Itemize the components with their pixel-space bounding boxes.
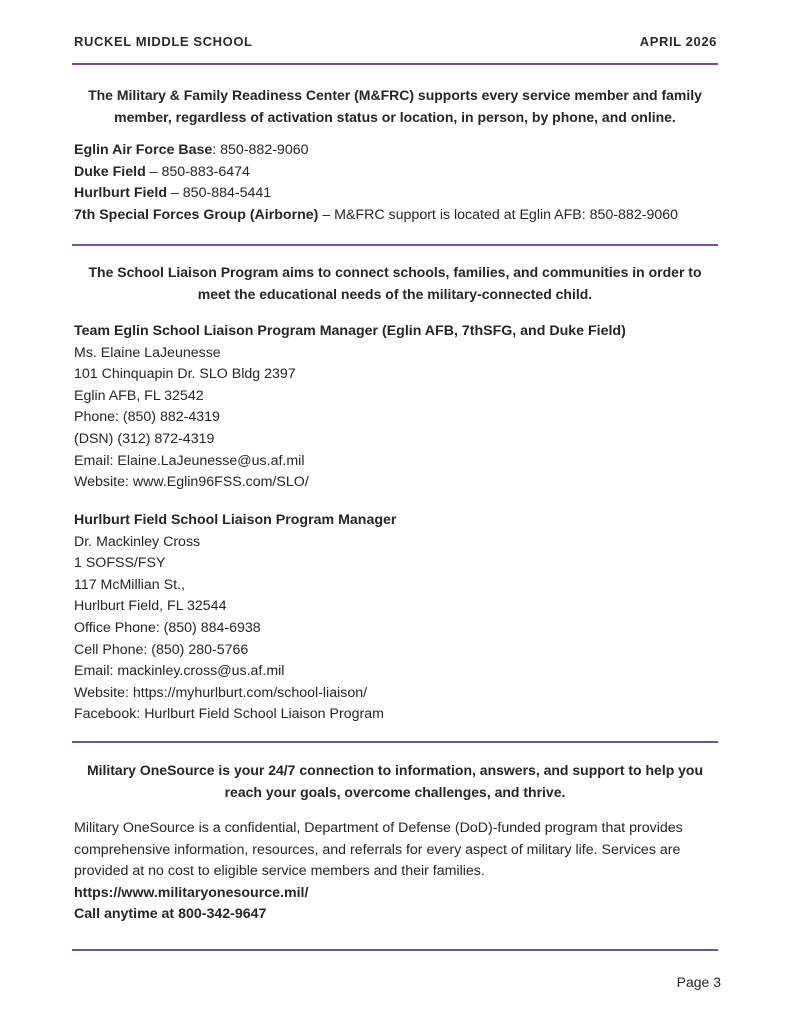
contact-sep: – [167,185,183,202]
hurlburt-liaison-line: Dr. Mackinley Cross [74,533,201,550]
mfrc-intro: The Military & Family Readiness Center (M&FRC) supports every service member and family member, regardless of activation status or location, in person, by phone, and online. [88,87,702,125]
contact-sep: – [145,163,162,180]
eglin-liaison-line: Eglin AFB, FL 32542 [74,387,204,404]
hurlburt-liaison-line: Facebook: Hurlburt Field School Liaison Program [74,706,384,723]
divider [72,63,718,65]
contact-phone: 850-883-6474 [161,163,250,180]
eglin-liaison-line: (DSN) (312) 872-4319 [74,430,215,447]
hurlburt-liaison-line: Website: https://myhurlburt.com/school-liaison/ [74,684,368,701]
eglin-liaison-line: Ms. Elaine LaJeunesse [74,344,221,361]
contact-sep: : [212,142,221,158]
mfrc-contact-hurlburt [74,183,724,205]
hurlburt-liaison-line: Cell Phone: (850) 280-5766 [74,641,249,658]
hurlburt-liaison-line: 117 McMillian St., [74,576,185,593]
contact-name: Eglin Air Force Base [74,142,213,158]
divider [72,949,718,951]
page-number: Page 3 [676,974,721,990]
issue-date: APRIL 2026 [639,34,717,49]
onesource-link[interactable]: https://www.militaryonesource.mil/ [74,884,309,901]
hurlburt-liaison-line: Office Phone: (850) 884-6938 [74,619,261,636]
mfrc-contact-eglin [74,140,724,162]
eglin-liaison-line: 101 Chinquapin Dr. SLO Bldg 2397 [74,366,296,383]
eglin-liaison-title: Team Eglin School Liaison Program Manager (Eglin AFB, 7thSFG, and Duke Field) [74,323,626,339]
divider [72,244,718,246]
eglin-liaison-line: Website: www.Eglin96FSS.com/SLO/ [74,474,309,491]
hurlburt-liaison-title: Hurlburt Field School Liaison Program Manager [74,512,397,528]
eglin-liaison-line: Phone: (850) 882-4319 [74,409,220,426]
school-name: RUCKEL MIDDLE SCHOOL [74,34,253,49]
mfrc-contact-7sfg [74,205,724,227]
hurlburt-liaison-line: Hurlburt Field, FL 32544 [74,598,227,615]
hurlburt-liaison-line: 1 SOFSS/FSY [74,555,166,572]
contact-name: Duke Field [74,163,146,180]
contact-sep: – [318,206,335,223]
slp-intro: The School Liaison Program aims to connect schools, families, and communities in order to meet the educational needs of the military-connected child. [88,264,702,302]
contact-name: Hurlburt Field [74,185,168,202]
mfrc-contact-duke [74,162,724,184]
contact-phone: M&FRC support is located at Eglin AFB: 850-882-9060 [334,206,679,223]
contact-name: 7th Special Forces Group (Airborne) [74,206,319,223]
onesource-section [74,818,722,926]
divider [72,741,718,743]
hurlburt-liaison-line: Email: mackinley.cross@us.af.mil [74,663,285,680]
eglin-liaison [74,321,724,494]
contact-phone: 850-884-5441 [182,185,272,202]
onesource-description: Military OneSource is a confidential, Department of Defense (DoD)-funded program that provides comprehensive information, resources, and referrals for every aspect of military life. Services are provided at no cost to eligible service members and their families. [74,820,683,880]
mfrc-contacts [74,140,724,226]
onesource-intro: Military OneSource is your 24/7 connection to information, answers, and support to help you reach your goals, overcome challenges, and thrive. [86,762,704,800]
contact-phone: 850-882-9060 [220,142,309,158]
onesource-call: Call anytime at 800-342-9647 [74,906,267,923]
hurlburt-liaison [74,510,724,726]
eglin-liaison-line: Email: Elaine.LaJeunesse@us.af.mil [74,452,305,469]
page-header [74,34,717,49]
